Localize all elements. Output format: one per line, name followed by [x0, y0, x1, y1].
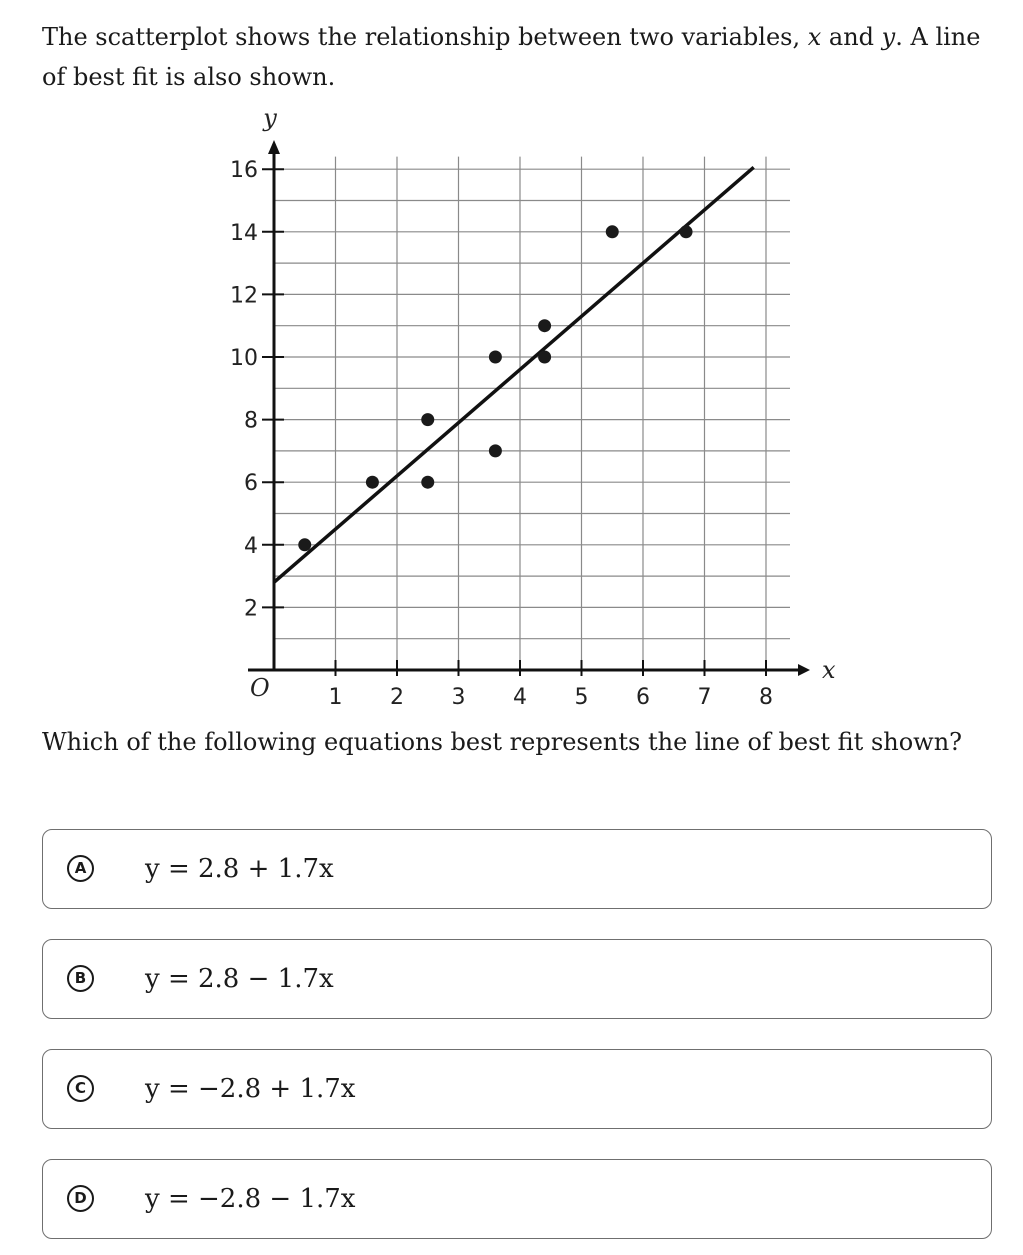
x-tick-label: 2: [390, 685, 404, 710]
y-tick-label: 14: [230, 220, 258, 246]
data-point: [489, 351, 502, 364]
variable-x: x: [807, 23, 822, 51]
choice-b[interactable]: [42, 939, 992, 1019]
variable-y: y: [881, 23, 896, 51]
y-tick-label: 12: [230, 283, 258, 309]
data-point: [366, 476, 379, 489]
data-point: [680, 225, 693, 238]
y-tick-label: 4: [244, 533, 258, 559]
x-tick-label: 5: [574, 685, 589, 710]
y-axis-arrow: [268, 140, 280, 154]
x-axis-label: x: [822, 656, 836, 684]
question-prompt: Which of the following equations best represents the line of best fit shown?: [42, 728, 963, 756]
choice-d[interactable]: [42, 1159, 992, 1239]
origin-label: O: [250, 674, 270, 702]
choice-d-letter: D: [67, 1185, 94, 1212]
x-tick-label: 7: [697, 685, 712, 710]
choice-d-equation: y = −2.8 − 1.7x: [145, 1184, 356, 1214]
y-tick-label: 6: [244, 471, 258, 497]
x-axis-arrow: [798, 664, 810, 676]
choice-c[interactable]: [42, 1049, 992, 1129]
data-point: [421, 476, 434, 489]
choice-a[interactable]: [42, 829, 992, 909]
x-tick-label: 6: [636, 685, 650, 710]
x-tick-label: 3: [451, 685, 466, 710]
data-point: [421, 413, 434, 426]
y-tick-label: 2: [244, 596, 258, 622]
choice-a-letter: A: [67, 855, 94, 882]
x-tick-label: 8: [759, 685, 773, 710]
y-axis-label: y: [263, 104, 277, 132]
grid-lines: [274, 157, 790, 670]
data-point: [489, 444, 502, 457]
choice-c-equation: y = −2.8 + 1.7x: [145, 1074, 356, 1104]
x-tick-label: 1: [328, 685, 343, 710]
choice-b-letter: B: [67, 965, 94, 992]
question-intro: The scatterplot shows the relationship between two variables, x and y. A line of best fit is also shown.: [42, 23, 981, 91]
data-point: [298, 538, 311, 551]
y-tick-label: 10: [230, 346, 258, 371]
x-tick-label: 4: [513, 685, 527, 710]
scatterplot-chart: [210, 100, 850, 720]
data-point: [606, 225, 619, 238]
choice-a-equation: y = 2.8 + 1.7x: [145, 854, 334, 884]
choice-c-letter: C: [67, 1075, 94, 1102]
choice-b-equation: y = 2.8 − 1.7x: [145, 964, 334, 994]
data-point: [538, 351, 551, 364]
y-tick-label: 8: [244, 408, 258, 434]
data-point: [538, 319, 551, 332]
y-tick-label: 16: [230, 158, 258, 184]
